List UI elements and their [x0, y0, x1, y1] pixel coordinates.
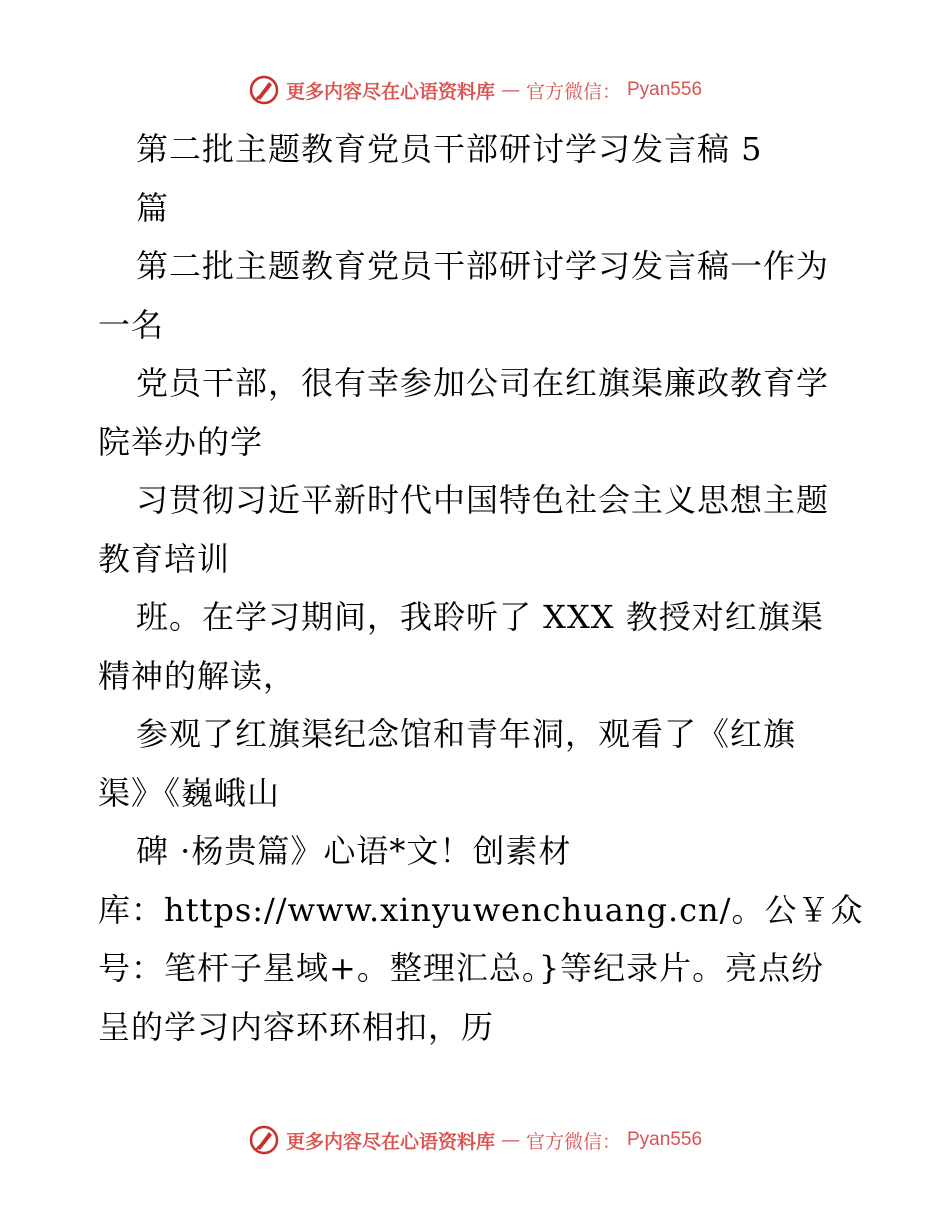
paragraph-line: 呈的学习内容环环相扣，历 — [98, 1007, 495, 1046]
header-banner-text: 更多内容尽在心语资料库 — [285, 80, 495, 103]
paragraph-line: 习贯彻习近平新时代中国特色社会主义思想主题 — [136, 481, 830, 519]
paragraph-line: 精神的解读， — [98, 656, 297, 695]
paragraph-line: 班。在学习期间，我聆听了 XXX 教授对红旗渠 — [136, 598, 824, 636]
document-title-line: 第二批主题教育党员干部研讨学习发言稿 5 — [136, 130, 763, 168]
paragraph-line: 第二批主题教育党员干部研讨学习发言稿一作为 — [136, 247, 830, 285]
paragraph-line: 渠》《巍峨山 — [98, 773, 281, 812]
footer-banner-label: 官方微信： — [525, 1130, 621, 1153]
paragraph-line: 库：https://www.xinyuwenchuang.cn/。公￥众 — [98, 890, 864, 929]
document-body — [98, 120, 864, 1056]
header-banner-separator: — — [500, 79, 520, 101]
header-banner — [0, 70, 950, 110]
paragraph-line: 院举办的学 — [98, 422, 264, 461]
paragraph-line: 参观了红旗渠纪念馆和青年洞，观看了《红旗 — [136, 715, 797, 753]
footer-banner-text: 更多内容尽在心语资料库 — [285, 1130, 495, 1153]
footer-banner-wechat-id: Pyan556 — [627, 1129, 703, 1150]
quill-pen-logo-icon — [248, 1124, 280, 1156]
footer-banner-separator: — — [500, 1129, 520, 1151]
paragraph-line: 碑 ·杨贵篇》心语*文！创素材 — [136, 832, 572, 870]
paragraph-line: 号：笔杆子星域+。整理汇总。}等纪录片。亮点纷 — [98, 949, 825, 987]
quill-pen-logo-icon — [248, 74, 280, 106]
paragraph-line: 一名 — [98, 305, 165, 344]
paragraph-line: 教育培训 — [98, 539, 231, 578]
footer-banner — [0, 1120, 950, 1160]
header-banner-wechat-id: Pyan556 — [627, 79, 703, 100]
header-banner-label: 官方微信： — [525, 80, 621, 103]
document-title-line: 篇 — [136, 188, 170, 227]
paragraph-line: 党员干部，很有幸参加公司在红旗渠廉政教育学 — [136, 364, 830, 402]
